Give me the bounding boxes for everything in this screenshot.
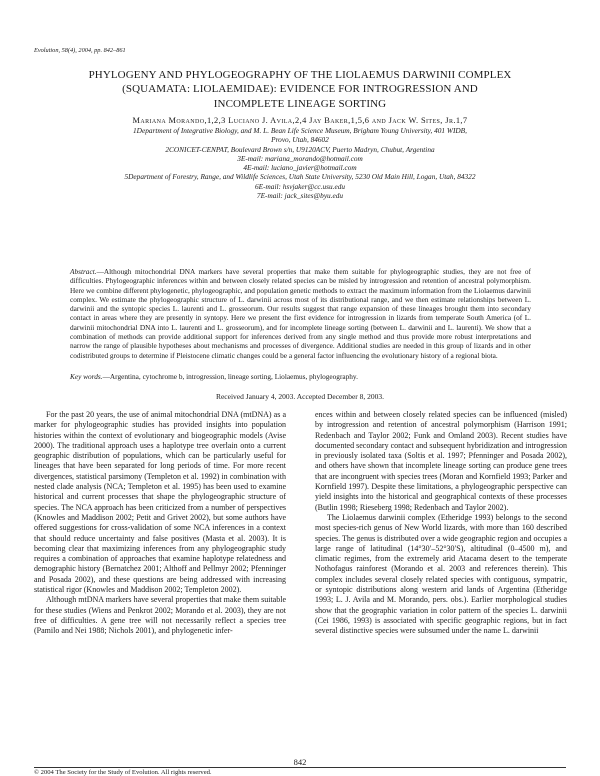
article-title [40,68,560,111]
abstract-label: Abstract. [70,267,97,276]
paragraph: The Liolaemus darwinii complex (Etheridge 1993) belongs to the second most species-rich genus of New World lizards, with more than 160 described species. The genus is distributed over a wide geographic region and occupies a large range of latitudinal (14°30′–52°30′S), altitudinal (0–4500 m), and climatic regimes, from the extremely arid Atacama desert to the temperate Nothofagus rainforest (Morando et al. 2003 and references therein). This complex includes several closely related species with contiguous, sympatric, or syntopic distributions along western arid lands of Argentina (Etheridge 1993; L. J. Avila and M. Morando, pers. obs.). Earlier morphological studies show that the geographic variation in color pattern of the species L. darwinii (Cei 1986, 1993) is associated with specific geographic regions, but in fact several distinctive species were subsumed under the name L. darwinii [315,512,567,636]
paragraph: ences within and between closely related species can be influenced (misled) by introgression and retention of ancestral polymorphism (Harrison 1991; Redenbach and Taylor 2002; Funk and Omland 2003). Recent studies have documented secondary contact and subsequent hybridization and introgression in previously isolated taxa (Soltis et al. 1997; Pfenninger and Posada 2002), and others have shown that incomplete lineage sorting can produce gene trees that are incongruent with species trees (Moran and Kornfield 1993; Parker and Kornfield 1997). Despite these limitations, a phylogeographic perspective can yield insights into the historical and geographical contexts of these processes (Butlin 1998; Rieseberg 1998; Redenbach and Taylor 2002). [315,410,567,512]
email-6: 6E-mail: hsvjaker@cc.usu.edu [255,181,345,191]
journal-citation: Evolution, 58(4), 2004, pp. 842–861 [34,47,126,54]
footer-rule [34,767,566,768]
email-3: 3E-mail: mariana_morando@hotmail.com [237,153,363,163]
paragraph: Although mtDNA markers have several properties that make them suitable for these studies (Wiens and Penkrot 2002; Morando et al. 2003), they are not free of difficulties. A gene tree will not necessarily reflect a species tree (Pamilo and Nei 1988; Nichols 2001), and phylogenetic infer- [34,595,286,636]
body-column-left [34,410,286,637]
received-dates: Received January 4, 2003. Accepted December 8, 2003. [215,392,385,401]
title-line-2: (SQUAMATA: LIOLAEMIDAE): EVIDENCE FOR INTROGRESSION AND [122,83,478,96]
title-line-1: PHYLOGENY AND PHYLOGEOGRAPHY OF THE LIOLAEMUS DARWINII COMPLEX [88,69,512,81]
abstract-text: —Although mitochondrial DNA markers have several properties that make them suitable for phylogeographic studies, they are not free of difficulties. Phylogeographic inferences within and between closely related species can be misled by introgression and retention of ancestral polymorphism. Here we combine different phylogenetic, phylogeographic, and population genetic methods to extract the maximum information from the Liolaemus darwinii complex. We estimate the phylogeographic structure of L. darwinii across most of its distributional range, and we then estimate relationships between L. darwinii and the syntopic species L. laurenti and L. grosseorum. Our results suggest that range expansion of these lineages brought them into secondary contact in areas where they are presently in syntopy. Here we present the first evidence for introgression in lizards from temperate South America (of L. darwinii mitochondrial DNA into L. laurenti and L. grosseorum), and for incomplete lineage sorting (between L. darwinii and L. laurenti). We show that a combination of methods can provide additional support for inferences derived from any single method and thus provide more robust interpretations and narrow the range of plausible hypotheses about mechanisms and processes of divergence. Additional studies are needed in this group of lizards and in other codistributed groups to determine if Pleistocene climatic changes could be a general factor influencing the evolutionary history of a regional biota. [70,267,531,360]
keywords-text: —Argentina, cytochrome b, introgression, lineage sorting, Liolaemus, phylogeography. [102,372,358,381]
affiliations [40,126,560,200]
affiliation-2: 2CONICET-CENPAT, Boulevard Brown s/n, U9120ACV, Puerto Madryn, Chubut, Argentina [165,144,435,154]
keywords [70,372,531,381]
affiliation-1-cont: Provo, Utah, 84602 [271,135,329,145]
body-column-right [315,410,567,637]
keywords-label: Key words. [70,372,103,381]
email-7: 7E-mail: jack_sites@byu.edu [256,191,344,201]
copyright-notice: © 2004 The Society for the Study of Evolution. All rights reserved. [34,769,212,776]
email-4: 4E-mail: luciano_javier@hotmail.com [243,163,357,173]
affiliation-5: 5Department of Forestry, Range, and Wildlife Sciences, Utah State University, 5230 Old Main Hill, Logan, Utah, 84322 [124,172,476,182]
affiliation-1: 1Department of Integrative Biology, and M. L. Bean Life Science Museum, Brigham Young University, 401 WIDB, [133,126,467,135]
page-number: 842 [293,757,307,767]
abstract [70,267,531,360]
title-line-3: INCOMPLETE LINEAGE SORTING [213,97,387,110]
author-list: Mariana Morando,1,2,3 Luciano J. Avila,2,4 Jay Baker,1,5,6 and Jack W. Sites, Jr.1,7 [132,116,468,125]
paragraph: For the past 20 years, the use of animal mitochondrial DNA (mtDNA) as a marker for phylogeographic studies has provided insights into population histories within the context of evolutionary and biogeographic models (Avise 2000). The traditional approach uses a haplotype tree overlain onto a current geographic distribution of populations, which can be particularly useful for lineages that have been separated for long periods of time. For more recent divergences, statistical parsimony (Templeton et al. 1992) in combination with nested clade analysis (NCA; Templeton et al. 1995) has been used to examine historical and current processes that shape the phylogeographic structure of species. The NCA approach has been criticized from a number of perspectives (Knowles and Maddison 2002; Petit and Grivet 2002), but some authors have offered suggestions for cross-validation of some NCA inferences in a context that should reduce uncertainty and false positives (Masta et al. 2003). It is becoming clear that maximizing inferences from any phylogeographic study requires a combination of approaches that examine haplotype relatedness and demographic history (Bernatchez 2001; Althoff and Pellmyr 2002; Pfenninger and Posada 2002), and these questions are being addressed with increasing statistical rigor (Knowles and Maddison 2002; Templeton 2002). [34,410,286,595]
